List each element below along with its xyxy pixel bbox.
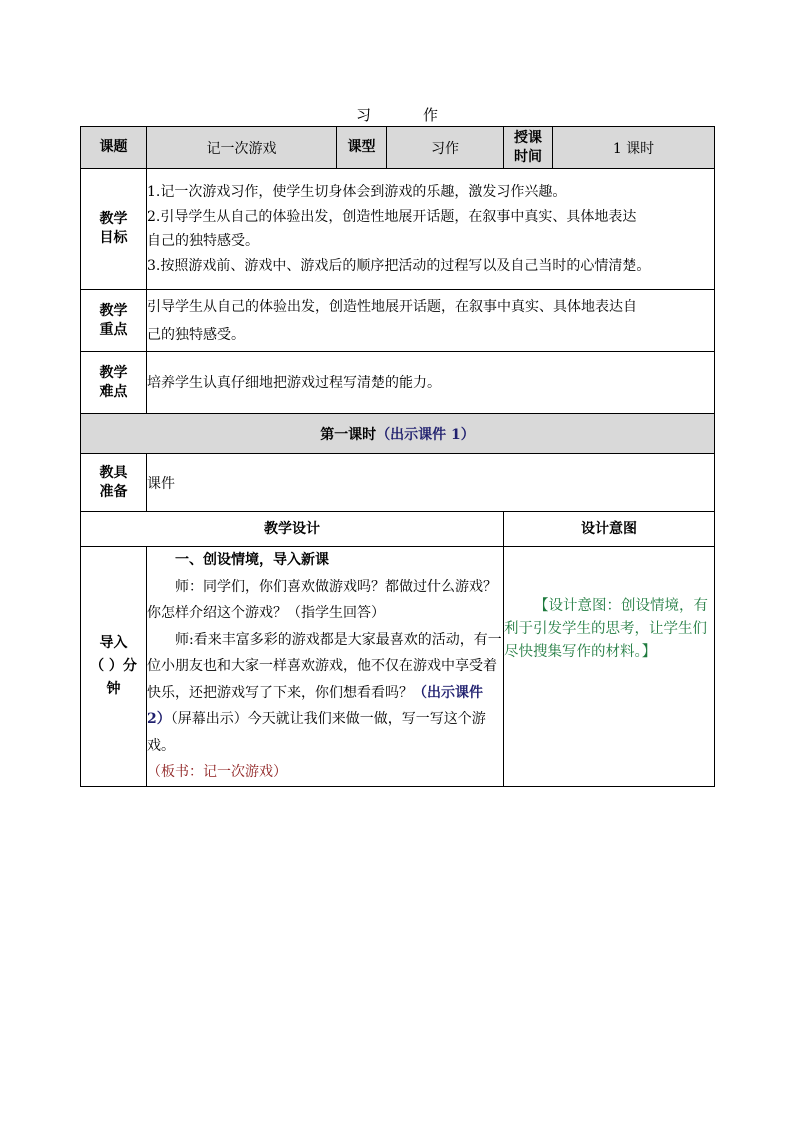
lesson-plan-table [80, 126, 715, 787]
intro-label: 导入 （ ）分 钟 [81, 547, 147, 787]
tools-label: 教具 准备 [81, 454, 147, 512]
goal-line: 2.引导学生从自己的体验出发，创造性地展开话题，在叙事中真实、具体地表达 [147, 208, 637, 225]
design-header-left: 教学设计 [81, 512, 504, 547]
document-title [0, 104, 794, 125]
goal-line: 1.记一次游戏习作，使学生切身体会到游戏的乐趣，激发习作兴趣。 [147, 184, 567, 200]
topic-value: 记一次游戏 [147, 127, 337, 169]
topic-label: 课题 [81, 127, 147, 169]
header-row [81, 127, 715, 169]
tools-value: 课件 [147, 454, 715, 512]
board-note: （板书：记一次游戏） [147, 764, 287, 780]
goal-line: 3.按照游戏前、游戏中、游戏后的顺序把活动的过程写以及自己当时的心情清楚。 [147, 257, 651, 274]
lesson-bar [81, 414, 715, 454]
goals-row [81, 169, 715, 290]
intro-paragraph-2: 师:看来丰富多彩的游戏都是大家最喜欢的活动，有一位小朋友也和大家一样喜欢游戏，他不仅在游戏中享受着快乐，还把游戏写了下来，你们想看看吗？（出示课件 2）（屏幕出示）今天就让我们来做一做，写一写这个游戏。 [147, 631, 502, 754]
intro-heading: 一、创设情境，导入新课 [175, 552, 329, 568]
goals-label: 教学 目标 [81, 169, 147, 290]
difficulty-row [81, 352, 715, 414]
time-value: 1 课时 [553, 127, 715, 169]
goal-line: 自己的独特感受。 [147, 233, 259, 249]
design-header-row [81, 512, 715, 547]
intro-row [81, 547, 715, 787]
difficulty-text: 培养学生认真仔细地把游戏过程写清楚的能力。 [147, 352, 715, 414]
difficulty-label: 教学 难点 [81, 352, 147, 414]
title-char-right: 作 [423, 106, 439, 124]
design-intent: 【设计意图：创设情境，有利于引发学生的思考，让学生们尽快搜集写作的材料。】 [504, 547, 715, 787]
lesson-courseware-note: （出示课件 1） [376, 426, 475, 443]
courseware-2-note: （出示课件 2） [147, 684, 483, 727]
type-label: 课型 [337, 127, 387, 169]
intro-content [147, 547, 504, 787]
time-label: 授课 时间 [504, 127, 553, 169]
lesson-title: 第一课时 [320, 426, 377, 443]
key-points-text: 引导学生从自己的体验出发，创造性地展开话题，在叙事中真实、具体地表达自 己的独特感受。 [147, 290, 715, 352]
key-points-label: 教学 重点 [81, 290, 147, 352]
intro-paragraph-1: 师：同学们，你们喜欢做游戏吗？都做过什么游戏？你怎样介绍这个游戏？（指学生回答） [147, 578, 497, 621]
key-points-row [81, 290, 715, 352]
tools-row [81, 454, 715, 512]
design-header-right: 设计意图 [504, 512, 715, 547]
type-value: 习作 [387, 127, 504, 169]
lesson-bar-row [81, 414, 715, 454]
goals-text [147, 169, 715, 290]
title-char-left: 习 [355, 106, 371, 124]
